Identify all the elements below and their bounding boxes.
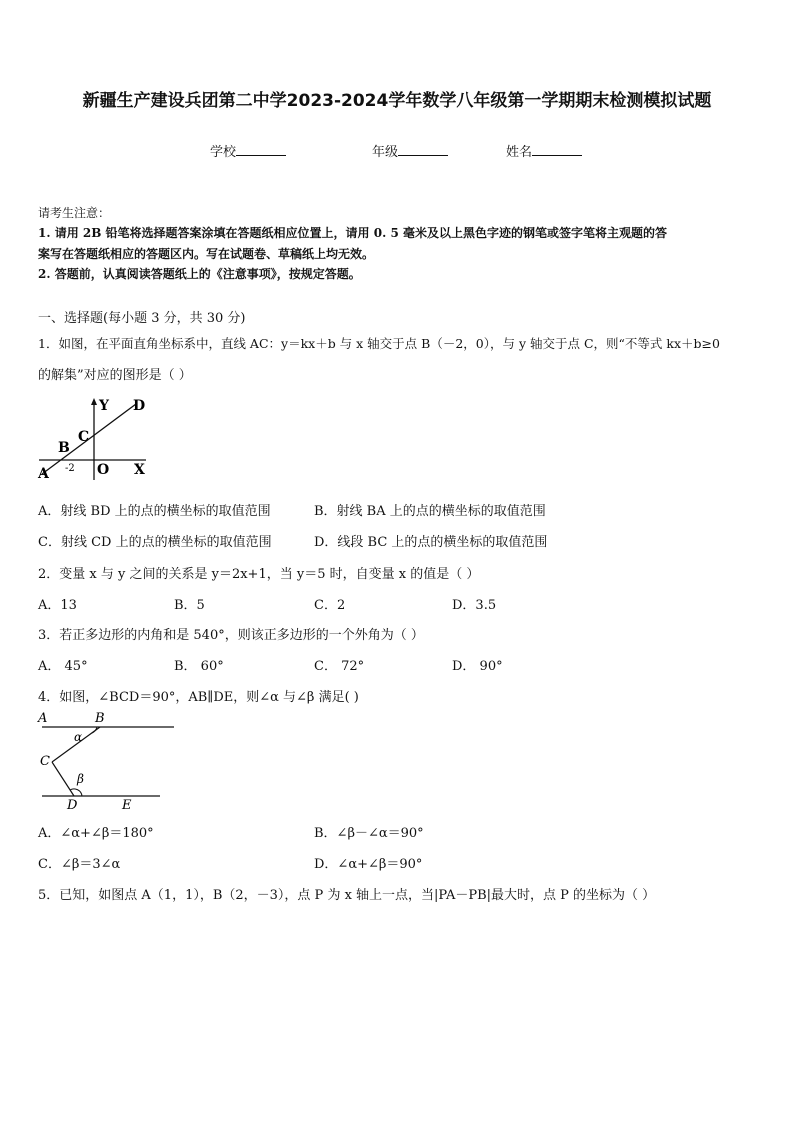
label-y: Y [99,398,109,414]
label-b: B [58,440,70,456]
q3-text: 3．若正多边形的内角和是 540°，则该正多边形的一个外角为（ ） [38,628,424,643]
notice-line-1: 1. 请用 2B 铅笔将选择题答案涂填在答题纸相应位置上，请用 0. 5 毫米及以上黑色字迹的钢笔或签字笔将主观题的答 [38,226,667,240]
label-alpha: α [74,730,83,744]
label-neg2: -2 [65,463,75,474]
notice-line-2: 2. 答题前，认真阅读答题纸上的《注意事项》，按规定答题。 [38,267,361,281]
alpha-arc [92,727,97,733]
q3-option-d: D． 90° [452,659,503,674]
q4-option-a: A．∠α+∠β＝180° [38,826,154,841]
label-d: D [133,398,146,414]
section-heading: 一、选择题(每小题 3 分，共 30 分) [38,311,246,326]
label-c: C [40,754,50,769]
y-arrow [91,398,97,405]
q1-option-a: A．射线 BD 上的点的横坐标的取值范围 [38,504,271,519]
q2-option-c: C．2 [314,598,346,613]
page-title: 新疆生产建设兵团第二中学2023-2024学年数学八年级第一学期期末检测模拟试题 [82,91,712,111]
label-a: A [38,711,48,726]
q4-option-c: C．∠β＝3∠α [38,857,121,872]
q5-text: 5．已知，如图点 A（1，1），B（2，－3），点 P 为 x 轴上一点，当|PA－PB|最大时，点 P 的坐标为（ ） [38,888,656,903]
label-a: A [38,466,49,482]
label-beta: β [77,772,84,786]
label-c: C [78,429,90,445]
grade-label: 年级 [372,145,399,160]
q3-option-c: C． 72° [314,659,365,674]
label-e: E [122,798,132,813]
q1-text-1: 1．如图，在平面直角坐标系中，直线 AC：y＝kx＋b 与 x 轴交于点 B（－2，0），与 y 轴交于点 C，则“不等式 kx＋b≥0 [38,336,720,351]
notice-line-1b: 案写在答题纸相应的答题区内。写在试题卷、草稿纸上均无效。 [38,247,375,261]
grade-blank [398,143,448,156]
q2-option-b: B．5 [174,598,205,613]
q1-figure [36,396,156,482]
q4-text: 4．如图，∠BCD＝90°，AB∥DE，则∠α 与∠β 满足( ) [38,690,359,705]
q4-figure [36,708,176,814]
school-blank [236,143,286,156]
q2-text: 2．变量 x 与 y 之间的关系是 y＝2x+1，当 y＝5 时，自变量 x 的值是（ ） [38,567,480,582]
q3-option-b: B． 60° [174,659,224,674]
q1-option-b: B．射线 BA 上的点的横坐标的取值范围 [314,504,546,519]
q3-option-a: A． 45° [38,659,88,674]
school-label: 学校 [210,145,237,160]
label-x: X [134,462,145,478]
label-d: D [67,798,78,813]
name-label: 姓名 [506,145,533,160]
q1-text-2: 的解集”对应的图形是（ ） [38,368,192,383]
q1-option-d: D．线段 BC 上的点的横坐标的取值范围 [314,535,548,550]
name-blank [532,143,582,156]
label-o: O [97,462,110,478]
q2-option-a: A．13 [38,598,77,613]
q4-option-d: D．∠α+∠β＝90° [314,857,423,872]
q4-option-b: B．∠β－∠α＝90° [314,826,424,841]
segment-cd [52,762,74,796]
notice-heading: 请考生注意： [38,206,111,220]
grade-field [372,141,448,160]
q1-option-c: C．射线 CD 上的点的横坐标的取值范围 [38,535,272,550]
label-b: B [95,711,105,726]
school-field [210,141,286,160]
q2-option-d: D．3.5 [452,598,497,613]
name-field [506,141,582,160]
